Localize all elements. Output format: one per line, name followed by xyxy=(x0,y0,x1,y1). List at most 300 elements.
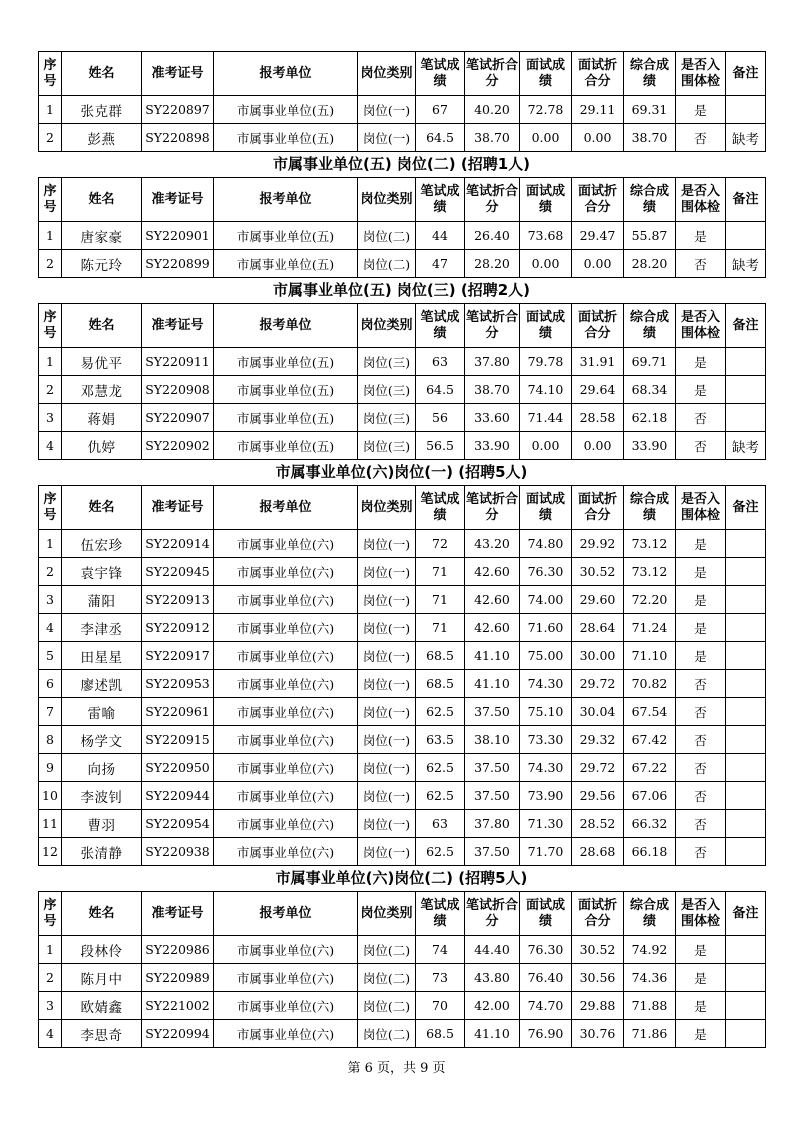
table-row xyxy=(39,726,766,754)
table-cell: 73.30 xyxy=(520,726,572,754)
section-title: 市属事业单位(五) 岗位(二) (招聘1人) xyxy=(272,155,530,173)
table-cell: 市属事业单位(六) xyxy=(214,642,358,670)
table-cell: 0.00 xyxy=(572,432,624,460)
table-cell: 76.30 xyxy=(520,558,572,586)
table-cell: 71.60 xyxy=(520,614,572,642)
column-header: 备注 xyxy=(726,892,766,936)
table-cell: 38.70 xyxy=(624,124,676,152)
table-cell: 市属事业单位(六) xyxy=(214,586,358,614)
table-cell: 10 xyxy=(39,782,62,810)
table-cell: 31.91 xyxy=(572,348,624,376)
table-cell: 岗位(一) xyxy=(358,530,416,558)
table-cell: 是 xyxy=(676,530,726,558)
table-cell xyxy=(726,404,766,432)
table-cell: 29.72 xyxy=(572,670,624,698)
table-cell: 55.87 xyxy=(624,222,676,250)
column-header: 岗位类别 xyxy=(358,486,416,530)
table-cell: 岗位(一) xyxy=(358,96,416,124)
table-cell: 69.71 xyxy=(624,348,676,376)
column-header: 备注 xyxy=(726,304,766,348)
column-header: 报考单位 xyxy=(214,178,358,222)
table-cell: 雷喻 xyxy=(62,698,142,726)
table-cell: 38.70 xyxy=(465,376,520,404)
column-header: 是否入围体检 xyxy=(676,52,726,96)
table-cell: 是 xyxy=(676,936,726,964)
column-header: 笔试成绩 xyxy=(416,486,465,530)
table-cell: 岗位(一) xyxy=(358,614,416,642)
table-row xyxy=(39,782,766,810)
table-row xyxy=(39,432,766,460)
column-header: 序号 xyxy=(39,52,62,96)
table-cell: 否 xyxy=(676,726,726,754)
table-cell xyxy=(726,782,766,810)
table-cell: 岗位(二) xyxy=(358,964,416,992)
table-row xyxy=(39,250,766,278)
table-row xyxy=(39,698,766,726)
table-cell: 市属事业单位(五) xyxy=(214,96,358,124)
table-cell: 44 xyxy=(416,222,465,250)
page-footer: 第 6 页，共 9 页 xyxy=(347,1061,446,1076)
score-table xyxy=(38,177,766,278)
table-cell: 8 xyxy=(39,726,62,754)
column-header: 综合成绩 xyxy=(624,178,676,222)
table-cell: 33.60 xyxy=(465,404,520,432)
column-header: 笔试折合分 xyxy=(465,178,520,222)
table-cell: 29.64 xyxy=(572,376,624,404)
table-cell: 市属事业单位(六) xyxy=(214,810,358,838)
column-header: 综合成绩 xyxy=(624,304,676,348)
table-cell: 68.5 xyxy=(416,1020,465,1048)
table-cell: 市属事业单位(六) xyxy=(214,530,358,558)
table-cell: 72.78 xyxy=(520,96,572,124)
column-header: 姓名 xyxy=(62,178,142,222)
table-cell: 仇婷 xyxy=(62,432,142,460)
table-cell: 张清静 xyxy=(62,838,142,866)
table-cell xyxy=(726,558,766,586)
table-cell: 76.90 xyxy=(520,1020,572,1048)
table-cell: 30.52 xyxy=(572,936,624,964)
table-cell: 岗位(一) xyxy=(358,838,416,866)
column-header: 综合成绩 xyxy=(624,892,676,936)
column-header: 报考单位 xyxy=(214,892,358,936)
table-cell: 3 xyxy=(39,992,62,1020)
table-row xyxy=(39,586,766,614)
table-cell: 28.20 xyxy=(624,250,676,278)
table-cell: 岗位(三) xyxy=(358,376,416,404)
table-cell: 市属事业单位(五) xyxy=(214,250,358,278)
table-cell: 缺考 xyxy=(726,250,766,278)
column-header: 是否入围体检 xyxy=(676,304,726,348)
table-cell: 73 xyxy=(416,964,465,992)
table-cell: 欧婧鑫 xyxy=(62,992,142,1020)
table-cell: 是 xyxy=(676,96,726,124)
column-header: 备注 xyxy=(726,486,766,530)
table-cell: 69.31 xyxy=(624,96,676,124)
table-cell: 40.20 xyxy=(465,96,520,124)
table-cell: 彭燕 xyxy=(62,124,142,152)
table-cell: 62.5 xyxy=(416,782,465,810)
column-header: 笔试成绩 xyxy=(416,178,465,222)
table-cell: 67.42 xyxy=(624,726,676,754)
table-cell: 岗位(三) xyxy=(358,348,416,376)
table-cell: 62.5 xyxy=(416,838,465,866)
table-cell: 71.30 xyxy=(520,810,572,838)
table-cell: 李波钊 xyxy=(62,782,142,810)
table-cell: 陈元玲 xyxy=(62,250,142,278)
table-cell: 71.88 xyxy=(624,992,676,1020)
column-header: 报考单位 xyxy=(214,486,358,530)
table-cell: SY220953 xyxy=(142,670,214,698)
table-row xyxy=(39,810,766,838)
table-cell: 岗位(一) xyxy=(358,586,416,614)
table-cell: 0.00 xyxy=(520,432,572,460)
table-cell: 2 xyxy=(39,964,62,992)
table-cell: SY220901 xyxy=(142,222,214,250)
column-header: 笔试折合分 xyxy=(465,304,520,348)
table-cell: SY220945 xyxy=(142,558,214,586)
table-cell: 岗位(二) xyxy=(358,222,416,250)
table-cell: 37.50 xyxy=(465,782,520,810)
table-cell: 68.5 xyxy=(416,642,465,670)
table-cell: 4 xyxy=(39,432,62,460)
table-cell: 66.32 xyxy=(624,810,676,838)
table-cell xyxy=(726,838,766,866)
column-header: 岗位类别 xyxy=(358,304,416,348)
table-cell: 0.00 xyxy=(572,250,624,278)
column-header: 面试成绩 xyxy=(520,486,572,530)
table-cell: 64.5 xyxy=(416,376,465,404)
table-cell: 否 xyxy=(676,124,726,152)
table-cell xyxy=(726,992,766,1020)
table-cell: SY220897 xyxy=(142,96,214,124)
table-cell xyxy=(726,96,766,124)
table-cell: 62.18 xyxy=(624,404,676,432)
column-header: 报考单位 xyxy=(214,304,358,348)
table-cell: 市属事业单位(六) xyxy=(214,754,358,782)
column-header: 面试折合分 xyxy=(572,178,624,222)
table-cell: 44.40 xyxy=(465,936,520,964)
table-cell: 岗位(一) xyxy=(358,810,416,838)
table-cell: 岗位(二) xyxy=(358,992,416,1020)
table-cell: 市属事业单位(六) xyxy=(214,992,358,1020)
table-cell xyxy=(726,530,766,558)
table-cell: 李津丞 xyxy=(62,614,142,642)
table-cell: 28.68 xyxy=(572,838,624,866)
table-cell: 63 xyxy=(416,348,465,376)
table-cell: 唐家豪 xyxy=(62,222,142,250)
table-cell: 72.20 xyxy=(624,586,676,614)
table-cell: 陈月中 xyxy=(62,964,142,992)
table-cell: 71.86 xyxy=(624,1020,676,1048)
table-cell: 1 xyxy=(39,348,62,376)
table-cell: 市属事业单位(六) xyxy=(214,698,358,726)
table-cell: 42.60 xyxy=(465,614,520,642)
table-row xyxy=(39,558,766,586)
table-cell: 岗位(二) xyxy=(358,936,416,964)
table-cell: 26.40 xyxy=(465,222,520,250)
table-cell: SY220994 xyxy=(142,1020,214,1048)
table-cell: 市属事业单位(五) xyxy=(214,222,358,250)
table-cell xyxy=(726,698,766,726)
table-cell: 1 xyxy=(39,222,62,250)
table-cell: 否 xyxy=(676,754,726,782)
table-cell: 66.18 xyxy=(624,838,676,866)
table-cell: SY220902 xyxy=(142,432,214,460)
table-cell: 否 xyxy=(676,698,726,726)
table-cell: 1 xyxy=(39,936,62,964)
table-cell: 3 xyxy=(39,404,62,432)
table-cell: 74.30 xyxy=(520,754,572,782)
table-cell xyxy=(726,614,766,642)
table-cell: 袁宇锋 xyxy=(62,558,142,586)
table-cell xyxy=(726,348,766,376)
table-row xyxy=(39,404,766,432)
table-cell: 6 xyxy=(39,670,62,698)
score-table xyxy=(38,303,766,460)
table-cell: 市属事业单位(六) xyxy=(214,1020,358,1048)
table-cell: 37.80 xyxy=(465,810,520,838)
table-cell: 29.56 xyxy=(572,782,624,810)
column-header: 序号 xyxy=(39,304,62,348)
table-cell: 缺考 xyxy=(726,432,766,460)
column-header: 面试成绩 xyxy=(520,52,572,96)
table-header-row xyxy=(39,892,766,936)
table-cell: 是 xyxy=(676,558,726,586)
table-cell: 岗位(一) xyxy=(358,698,416,726)
table-cell: SY220938 xyxy=(142,838,214,866)
table-cell: 市属事业单位(五) xyxy=(214,432,358,460)
table-cell: SY220908 xyxy=(142,376,214,404)
table-cell: 56.5 xyxy=(416,432,465,460)
table-row xyxy=(39,124,766,152)
table-cell: 岗位(一) xyxy=(358,124,416,152)
table-cell: 71.70 xyxy=(520,838,572,866)
table-cell: 42.00 xyxy=(465,992,520,1020)
table-cell: 70.82 xyxy=(624,670,676,698)
table-cell: SY220989 xyxy=(142,964,214,992)
table-cell: 74 xyxy=(416,936,465,964)
table-cell: 市属事业单位(六) xyxy=(214,726,358,754)
table-cell: 市属事业单位(六) xyxy=(214,782,358,810)
table-cell: 67 xyxy=(416,96,465,124)
table-cell: 4 xyxy=(39,1020,62,1048)
table-cell: 否 xyxy=(676,404,726,432)
table-cell: 68.5 xyxy=(416,670,465,698)
table-row xyxy=(39,96,766,124)
table-cell: 0.00 xyxy=(572,124,624,152)
table-cell: 30.00 xyxy=(572,642,624,670)
table-cell: 是 xyxy=(676,222,726,250)
table-row xyxy=(39,614,766,642)
table-cell: 是 xyxy=(676,964,726,992)
table-cell: 4 xyxy=(39,614,62,642)
table-cell: SY220914 xyxy=(142,530,214,558)
table-cell: 伍宏珍 xyxy=(62,530,142,558)
table-cell: 市属事业单位(六) xyxy=(214,964,358,992)
column-header: 岗位类别 xyxy=(358,52,416,96)
table-cell xyxy=(726,810,766,838)
table-cell: 74.10 xyxy=(520,376,572,404)
table-cell: 37.50 xyxy=(465,754,520,782)
table-cell: 否 xyxy=(676,782,726,810)
table-cell: 72 xyxy=(416,530,465,558)
table-cell: 41.10 xyxy=(465,642,520,670)
table-cell: 0.00 xyxy=(520,124,572,152)
table-cell: 73.12 xyxy=(624,558,676,586)
table-row xyxy=(39,222,766,250)
table-cell: 是 xyxy=(676,614,726,642)
table-cell: 29.32 xyxy=(572,726,624,754)
table-cell: 30.76 xyxy=(572,1020,624,1048)
column-header: 姓名 xyxy=(62,486,142,530)
table-cell: 市属事业单位(六) xyxy=(214,936,358,964)
table-cell xyxy=(726,376,766,404)
table-cell: 33.90 xyxy=(465,432,520,460)
table-row xyxy=(39,964,766,992)
table-cell: 38.10 xyxy=(465,726,520,754)
table-cell: 岗位(一) xyxy=(358,754,416,782)
table-cell: 2 xyxy=(39,376,62,404)
column-header: 准考证号 xyxy=(142,892,214,936)
table-cell xyxy=(726,936,766,964)
table-cell: 30.52 xyxy=(572,558,624,586)
table-cell: SY220917 xyxy=(142,642,214,670)
table-cell: 75.00 xyxy=(520,642,572,670)
table-row xyxy=(39,992,766,1020)
table-cell: 29.47 xyxy=(572,222,624,250)
table-cell: 邓慧龙 xyxy=(62,376,142,404)
score-table xyxy=(38,485,766,866)
table-cell: SY220986 xyxy=(142,936,214,964)
table-cell: 28.52 xyxy=(572,810,624,838)
column-header: 是否入围体检 xyxy=(676,178,726,222)
table-cell: 2 xyxy=(39,558,62,586)
table-row xyxy=(39,838,766,866)
table-cell: 29.88 xyxy=(572,992,624,1020)
table-cell xyxy=(726,670,766,698)
table-cell: 76.40 xyxy=(520,964,572,992)
column-header: 面试成绩 xyxy=(520,892,572,936)
table-cell: 74.92 xyxy=(624,936,676,964)
table-cell: 37.50 xyxy=(465,838,520,866)
table-row xyxy=(39,754,766,782)
table-cell: SY220911 xyxy=(142,348,214,376)
table-cell: 是 xyxy=(676,1020,726,1048)
table-cell: 73.68 xyxy=(520,222,572,250)
column-header: 面试折合分 xyxy=(572,304,624,348)
table-cell: 71.10 xyxy=(624,642,676,670)
table-cell: 28.58 xyxy=(572,404,624,432)
table-cell: SY220961 xyxy=(142,698,214,726)
table-cell: 64.5 xyxy=(416,124,465,152)
table-cell: 70 xyxy=(416,992,465,1020)
table-cell: 30.56 xyxy=(572,964,624,992)
table-cell: 29.11 xyxy=(572,96,624,124)
table-header-row xyxy=(39,178,766,222)
table-cell: 曹羽 xyxy=(62,810,142,838)
table-cell: 3 xyxy=(39,586,62,614)
section-title: 市属事业单位(六)岗位(二) (招聘5人) xyxy=(275,869,528,887)
table-cell: 岗位(一) xyxy=(358,558,416,586)
table-cell: 市属事业单位(六) xyxy=(214,558,358,586)
table-cell: 76.30 xyxy=(520,936,572,964)
table-cell: 71.24 xyxy=(624,614,676,642)
table-cell: 是 xyxy=(676,376,726,404)
table-cell: 74.70 xyxy=(520,992,572,1020)
table-cell: SY220913 xyxy=(142,586,214,614)
table-cell: 71 xyxy=(416,558,465,586)
table-cell: 否 xyxy=(676,838,726,866)
table-cell xyxy=(726,222,766,250)
table-cell: 37.50 xyxy=(465,698,520,726)
column-header: 序号 xyxy=(39,178,62,222)
table-cell: 市属事业单位(五) xyxy=(214,124,358,152)
table-row xyxy=(39,348,766,376)
table-cell: 岗位(三) xyxy=(358,432,416,460)
column-header: 笔试成绩 xyxy=(416,304,465,348)
table-header-row xyxy=(39,52,766,96)
table-row xyxy=(39,642,766,670)
table-cell: 段林伶 xyxy=(62,936,142,964)
column-header: 是否入围体检 xyxy=(676,892,726,936)
table-cell: 74.80 xyxy=(520,530,572,558)
table-cell: 62.5 xyxy=(416,698,465,726)
table-cell: SY220912 xyxy=(142,614,214,642)
table-cell: 1 xyxy=(39,530,62,558)
table-cell: 缺考 xyxy=(726,124,766,152)
column-header: 面试成绩 xyxy=(520,304,572,348)
table-cell: 47 xyxy=(416,250,465,278)
column-header: 笔试折合分 xyxy=(465,52,520,96)
table-cell: 71 xyxy=(416,614,465,642)
table-cell: 否 xyxy=(676,810,726,838)
table-cell: 74.36 xyxy=(624,964,676,992)
table-cell: 42.60 xyxy=(465,586,520,614)
column-header: 综合成绩 xyxy=(624,52,676,96)
table-cell: 71 xyxy=(416,586,465,614)
table-cell: 岗位(一) xyxy=(358,726,416,754)
table-cell: 杨学文 xyxy=(62,726,142,754)
table-cell: SY220944 xyxy=(142,782,214,810)
table-cell: 79.78 xyxy=(520,348,572,376)
table-cell: 43.20 xyxy=(465,530,520,558)
table-cell: 5 xyxy=(39,642,62,670)
table-cell: 74.00 xyxy=(520,586,572,614)
column-header: 序号 xyxy=(39,486,62,530)
table-cell: 市属事业单位(五) xyxy=(214,348,358,376)
table-cell: 岗位(二) xyxy=(358,250,416,278)
table-cell: SY220907 xyxy=(142,404,214,432)
table-cell: 56 xyxy=(416,404,465,432)
column-header: 笔试折合分 xyxy=(465,486,520,530)
table-cell: SY220954 xyxy=(142,810,214,838)
table-cell: 是 xyxy=(676,586,726,614)
table-cell: 30.04 xyxy=(572,698,624,726)
table-cell: 12 xyxy=(39,838,62,866)
table-cell: 岗位(一) xyxy=(358,642,416,670)
table-cell: 0.00 xyxy=(520,250,572,278)
table-cell: 63 xyxy=(416,810,465,838)
column-header: 姓名 xyxy=(62,892,142,936)
table-cell: SY220899 xyxy=(142,250,214,278)
column-header: 笔试成绩 xyxy=(416,52,465,96)
table-cell: 41.10 xyxy=(465,1020,520,1048)
column-header: 姓名 xyxy=(62,304,142,348)
table-header-row xyxy=(39,304,766,348)
section-title: 市属事业单位(五) 岗位(三) (招聘2人) xyxy=(272,281,530,299)
column-header: 准考证号 xyxy=(142,486,214,530)
table-cell: 田星星 xyxy=(62,642,142,670)
